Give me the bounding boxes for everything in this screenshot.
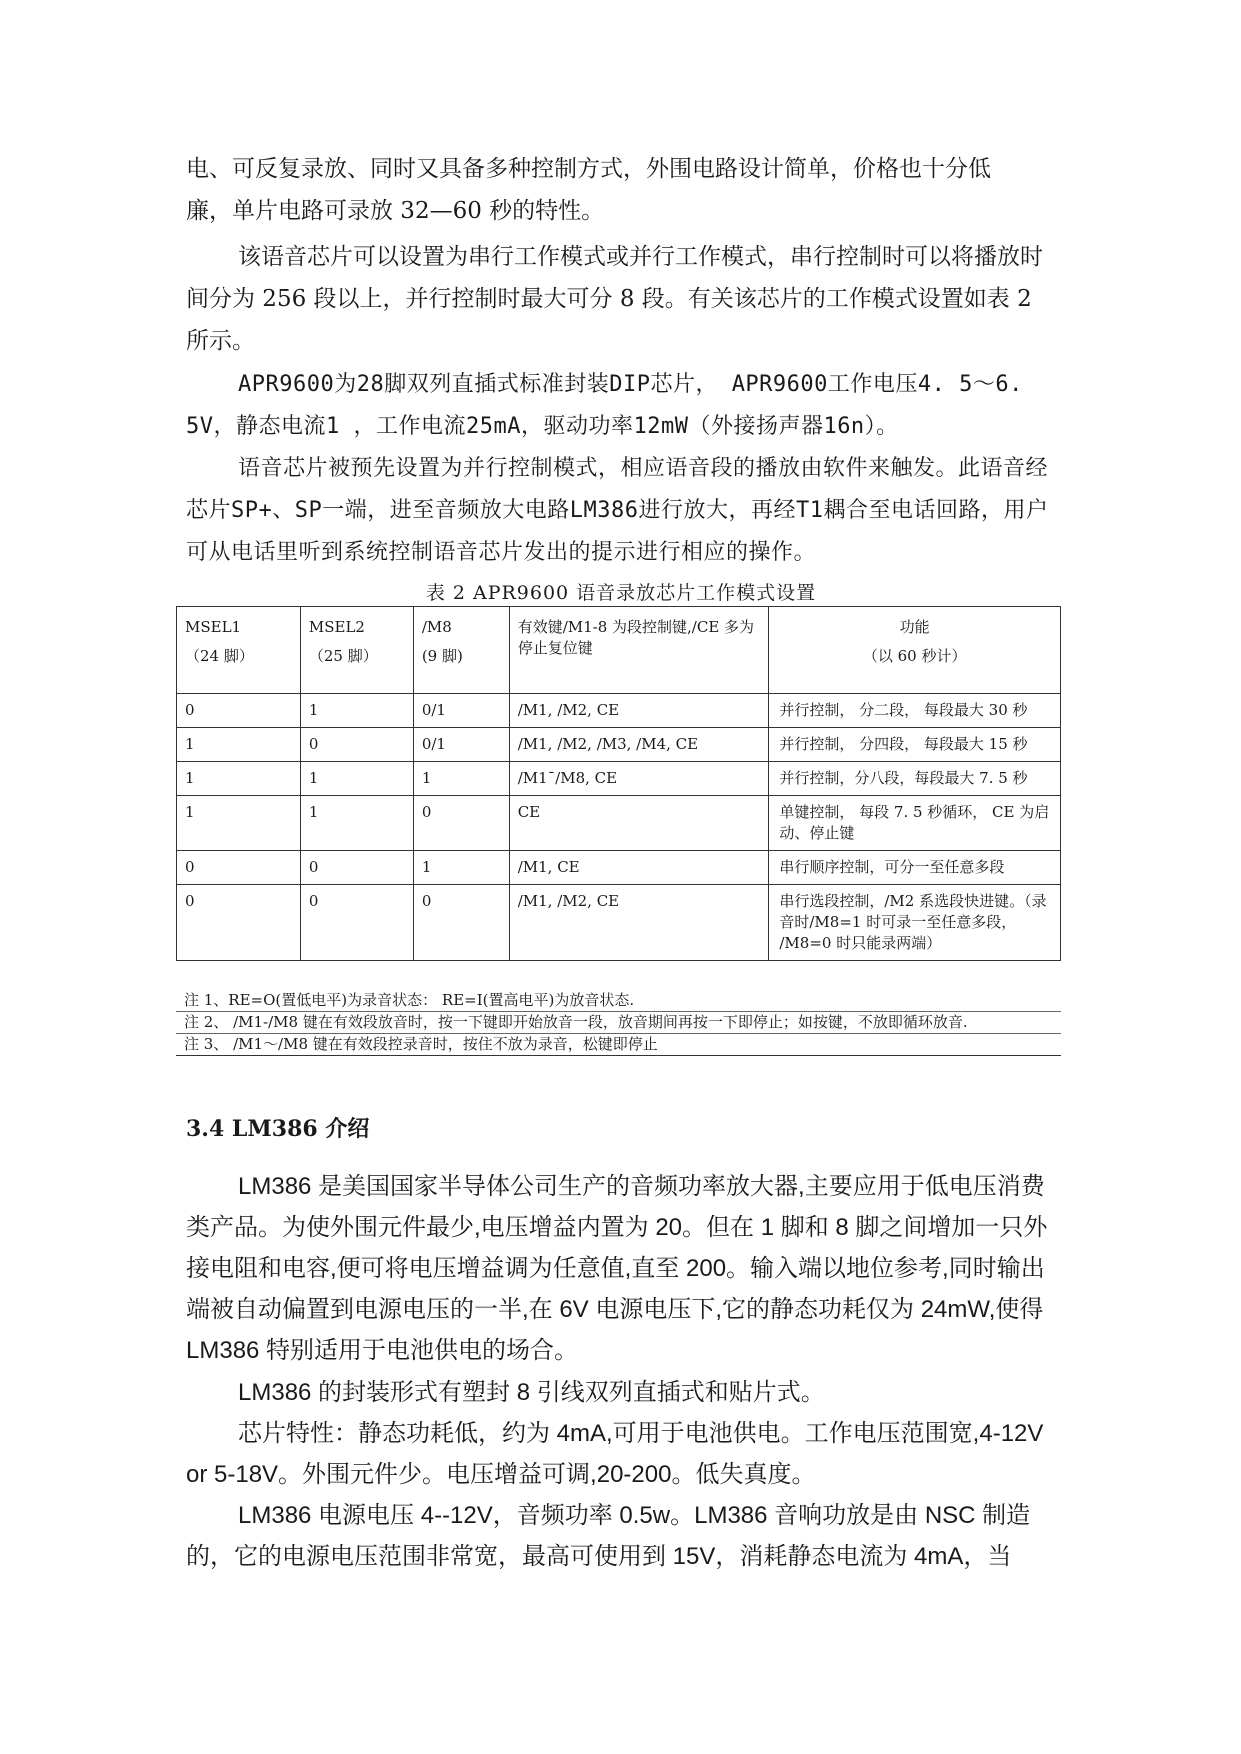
cell-function: 串行顺序控制，可分一至任意多段 <box>769 851 1061 885</box>
cell-m8: 0 <box>413 885 509 961</box>
cell-function: 并行控制，分八段，每段最大 7. 5 秒 <box>769 762 1061 796</box>
table-caption: 表 2 APR9600 语音录放芯片工作模式设置 <box>425 582 817 604</box>
header-m8: /M8 (9 脚) <box>413 607 509 694</box>
cell-keys: /M1, CE <box>509 851 769 885</box>
lm386-paragraph-2: LM386 的封装形式有塑封 8 引线双列直插式和贴片式。 <box>238 1379 825 1406</box>
cell-msel2: 0 <box>300 885 413 961</box>
cell-msel2: 0 <box>300 851 413 885</box>
header-msel2: MSEL2 （25 脚） <box>300 607 413 694</box>
intro-paragraph-2: 该语音芯片可以设置为串行工作模式或并行工作模式，串行控制时可以将播放时间分为 256 段以上，并行控制时最大可分 8 段。有关该芯片的工作模式设置如表 2 所示。 <box>186 244 1043 354</box>
cell-msel1: 1 <box>177 796 301 851</box>
table-row <box>177 885 1061 961</box>
cell-msel1: 1 <box>177 762 301 796</box>
cell-m8: 1 <box>413 851 509 885</box>
table-row <box>177 728 1061 762</box>
table-row <box>177 762 1061 796</box>
cell-msel2: 1 <box>300 694 413 728</box>
cell-msel1: 0 <box>177 694 301 728</box>
intro-paragraph-1 <box>186 148 1056 232</box>
intro-paragraph-4: 语音芯片被预先设置为并行控制模式，相应语音段的播放由软件来触发。此语音经芯片SP+、SP一端，进至音频放大电路LM386进行放大，再经T1耦合至电话回路，用户可从电话里听到系统控制语音芯片发出的提示进行相应的操作。 <box>186 456 1049 565</box>
lm386-paragraph-1: LM386 是美国国家半导体公司生产的音频功率放大器,主要应用于低电压消费类产品。为使外围元件最少,电压增益内置为 20。但在 1 脚和 8 脚之间增加一只外接电阻和电容,便可将电压增益调为任意值,直至 200。输入端以地位参考,同时输出端被自动偏置到电源电压的一半,在 6V 电源电压下,它的静态功耗仅为 24mW,使得 LM386 特别适用于电池供电的场合。 <box>186 1173 1048 1364</box>
cell-keys: CE <box>509 796 769 851</box>
mode-table <box>176 606 1061 961</box>
cell-msel1: 0 <box>177 885 301 961</box>
table-header-row <box>177 607 1061 694</box>
cell-msel2: 1 <box>300 796 413 851</box>
cell-m8: 0 <box>413 796 509 851</box>
cell-function: 串行选段控制，/M2 系选段快进键。（录音时/M8=1 时可录一至任意多段， /M8=0 时只能录两端） <box>769 885 1061 961</box>
intro-line-2: 廉，单片电路可录放 32—60 秒的特性。 <box>186 198 605 224</box>
cell-keys: /M1¯/M8, CE <box>509 762 769 796</box>
cell-msel2: 0 <box>300 728 413 762</box>
intro-line-1: 电、可反复录放、同时又具备多种控制方式，外围电路设计简单，价格也十分低 <box>186 156 991 182</box>
cell-function: 并行控制， 分二段， 每段最大 30 秒 <box>769 694 1061 728</box>
table-row <box>177 796 1061 851</box>
cell-msel1: 1 <box>177 728 301 762</box>
table-note: 注 1、RE=O(置低电平)为录音状态： RE=I(置高电平)为放音状态. <box>184 991 635 1009</box>
cell-msel2: 1 <box>300 762 413 796</box>
header-valid-keys: 有效键/M1-8 为段控制键,/CE 多为停止复位键 <box>509 607 769 694</box>
cell-keys: /M1, /M2, CE <box>509 694 769 728</box>
cell-function: 单键控制， 每段 7. 5 秒循环， CE 为启动、停止键 <box>769 796 1061 851</box>
cell-keys: /M1, /M2, /M3, /M4, CE <box>509 728 769 762</box>
cell-function: 并行控制， 分四段， 每段最大 15 秒 <box>769 728 1061 762</box>
header-function: 功能 （以 60 秒计） <box>769 607 1061 694</box>
lm386-paragraph-4: LM386 电源电压 4--12V，音频功率 0.5w。LM386 音响功放是由 NSC 制造的，它的电源电压范围非常宽，最高可使用到 15V，消耗静态电流为 4mA，当 <box>186 1502 1031 1570</box>
table-note: 注 3、 /M1～/M8 键在有效段控录音时，按住不放为录音，松键即停止 <box>176 1033 1061 1055</box>
section-heading: 3.4 LM386 介绍 <box>186 1116 370 1142</box>
cell-keys: /M1, /M2, CE <box>509 885 769 961</box>
header-msel1: MSEL1 （24 脚） <box>177 607 301 694</box>
cell-m8: 0/1 <box>413 694 509 728</box>
intro-paragraph-3: APR9600为28脚双列直插式标准封装DIP芯片， APR9600工作电压4. 5～6. 5V，静态电流1 ，工作电流25mA，驱动功率12mW（外接扬声器16n）。 <box>186 372 1023 439</box>
table-row <box>177 851 1061 885</box>
table-notes <box>176 990 1061 1056</box>
cell-msel1: 0 <box>177 851 301 885</box>
table-row <box>177 694 1061 728</box>
lm386-paragraph-3: 芯片特性：静态功耗低，约为 4mA,可用于电池供电。工作电压范围宽,4-12V or 5-18V。外围元件少。电压增益可调,20-200。低失真度。 <box>186 1420 1044 1488</box>
cell-m8: 1 <box>413 762 509 796</box>
table-note: 注 2、 /M1-/M8 键在有效段放音时，按一下键即开始放音一段，放音期间再按一下即停止；如按键，不放即循环放音. <box>176 1011 1061 1033</box>
cell-m8: 0/1 <box>413 728 509 762</box>
